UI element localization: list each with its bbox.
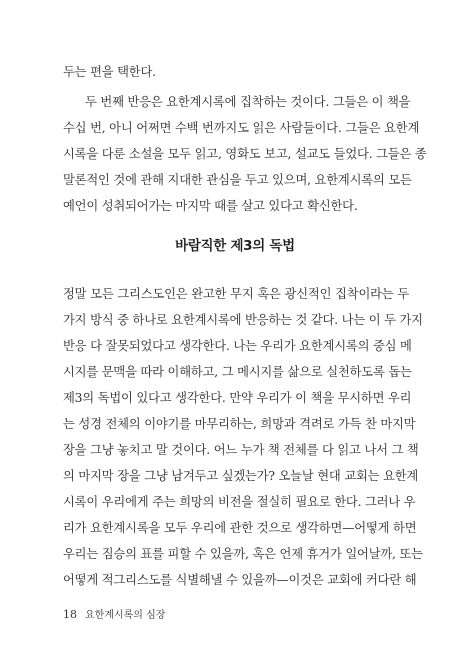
paragraph-3-line-3: 반응 다 잘못되었다고 생각한다. 나는 우리가 요한계시록의 중심 메 bbox=[63, 339, 412, 353]
paragraph-3-line-8: 의 마지막 장을 그냥 남겨두고 싶겠는가? 오늘날 현대 교회는 요한계 bbox=[63, 469, 419, 483]
paragraph-3-line-10: 리가 요한계시록을 모두 우리에 관한 것으로 생각하면—어떻게 하면 bbox=[63, 521, 417, 535]
paragraph-3-line-12: 어떻게 적그리스도를 식별해낼 수 있을까—이것은 교회에 커다란 해 bbox=[63, 573, 417, 587]
page-footer bbox=[63, 606, 165, 621]
paragraph-3-line-5: 제3의 독법이 있다고 생각한다. 만약 우리가 이 책을 무시하면 우리 bbox=[63, 391, 412, 405]
section-heading: 바람직한 제3의 독법 bbox=[175, 238, 295, 254]
paragraph-2-line-1: 두 번째 반응은 요한계시록에 집착하는 것이다. 그들은 이 책을 bbox=[85, 95, 411, 109]
paragraph-2-line-5: 예언이 성취되어가는 마지막 때를 살고 있다고 확신한다. bbox=[63, 199, 358, 213]
paragraph-2-line-3: 시록을 다룬 소설을 모두 읽고, 영화도 보고, 설교도 들었다. 그들은 종 bbox=[63, 147, 427, 161]
paragraph-3-line-11: 우리는 짐승의 표를 피할 수 있을까, 혹은 언제 휴거가 일어날까, 또는 bbox=[63, 547, 423, 561]
paragraph-3-line-2: 가지 방식 중 하나로 요한계시록에 반응하는 것 같다. 나는 이 두 가지 bbox=[63, 313, 423, 327]
paragraph-2-line-2: 수십 번, 아니 어쩌면 수백 번까지도 읽은 사람들이다. 그들은 요한계 bbox=[63, 121, 420, 135]
page-number: 18 bbox=[63, 608, 77, 621]
running-title: 요한계시록의 심장 bbox=[85, 610, 166, 621]
paragraph-2-line-4: 말론적인 것에 관해 지대한 관심을 두고 있으며, 요한계시록의 모든 bbox=[63, 173, 412, 187]
paragraph-3-line-4: 시지를 문맥을 따라 이해하고, 그 메시지를 삶으로 실천하도록 돕는 bbox=[63, 365, 412, 379]
paragraph-3-line-6: 는 성경 전체의 이야기를 마무리하는, 희망과 격려로 가득 찬 마지막 bbox=[63, 417, 416, 431]
paragraph-3-line-9: 시록이 우리에게 주는 희망의 비전을 절실히 필요로 한다. 그러나 우 bbox=[63, 495, 416, 509]
paragraph-3-line-7: 장을 그냥 놓치고 말 것이다. 어느 누가 책 전체를 다 읽고 나서 그 책 bbox=[63, 443, 419, 457]
paragraph-tail-line: 두는 편을 택한다. bbox=[63, 65, 156, 79]
paragraph-3-line-1: 정말 모든 그리스도인은 완고한 무지 혹은 광신적인 집착이라는 두 bbox=[63, 287, 409, 301]
